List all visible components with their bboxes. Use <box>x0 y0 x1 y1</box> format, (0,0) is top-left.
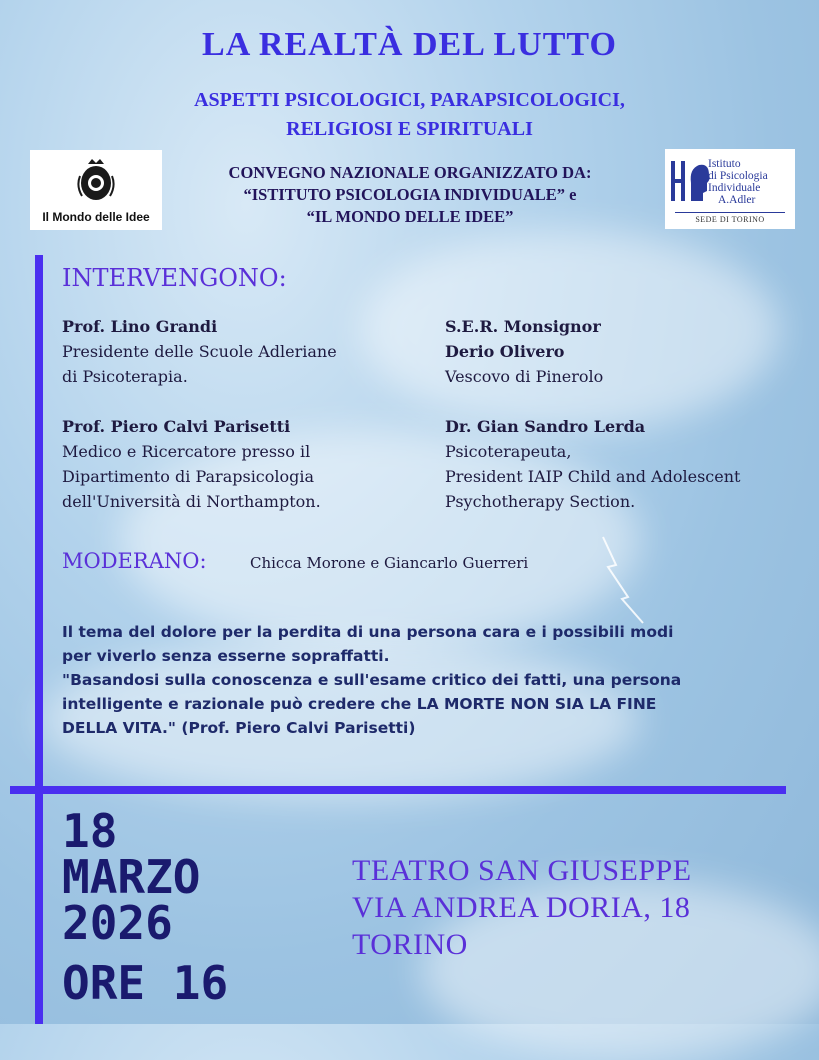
speaker-entry <box>62 414 321 514</box>
logo-text: Il Mondo delle Idee <box>42 210 150 224</box>
event-year: 2026 <box>62 896 173 950</box>
speaker-role: Dipartimento di Parapsicologia <box>62 467 315 486</box>
speakers-heading: INTERVENGONO: <box>62 264 287 292</box>
subtitle-line: ASPETTI PSICOLOGICI, PARAPSICOLOGICI, <box>194 89 625 111</box>
speaker-role: Psychotherapy Section. <box>445 492 636 511</box>
event-day: 18 <box>62 804 118 858</box>
speaker-name: Prof. Lino Grandi <box>62 317 218 336</box>
event-month: MARZO <box>62 850 201 904</box>
institute-name <box>708 158 794 206</box>
speaker-entry <box>445 414 740 514</box>
speaker-name: Derio Olivero <box>445 342 565 361</box>
event-time: ORE 16 <box>62 956 229 1010</box>
speaker-role: President IAIP Child and Adolescent <box>445 467 741 486</box>
speaker-role: dell'Università di Northampton. <box>62 492 321 511</box>
speaker-name: Dr. Gian Sandro Lerda <box>445 417 646 436</box>
organizer-line: “ISTITUTO PSICOLOGIA INDIVIDUALE” e <box>243 185 577 204</box>
institute-name-line: Individuale <box>708 182 761 194</box>
venue-address: VIA ANDREA DORIA, 18 <box>352 891 691 924</box>
theme-paragraph <box>62 620 802 740</box>
page-title: LA REALTÀ DEL LUTTO <box>202 26 617 63</box>
divider <box>675 212 785 213</box>
il-mondo-delle-idee-logo <box>30 150 162 230</box>
theme-line: per viverlo senza esserne sopraffatti. <box>62 647 390 665</box>
head-silhouette-icon <box>669 157 713 209</box>
moderators-names: Chicca Morone e Giancarlo Guerreri <box>250 554 529 572</box>
organizer-line: “IL MONDO DELLE IDEE” <box>306 207 514 226</box>
venue-name: TEATRO SAN GIUSEPPE <box>352 854 692 887</box>
speaker-role: Vescovo di Pinerolo <box>445 367 604 386</box>
istituto-adler-logo <box>665 149 795 229</box>
theme-line: intelligente e razionale può credere che LA MORTE NON SIA LA FINE <box>62 695 657 713</box>
sede-label: SEDE DI TORINO <box>695 215 765 224</box>
vertical-accent-bar <box>35 255 43 1024</box>
crest-icon <box>76 156 116 206</box>
speaker-name: Prof. Piero Calvi Parisetti <box>62 417 291 436</box>
lightning-bolt-graphic <box>598 535 648 625</box>
theme-line: "Basandosi sulla conoscenza e sull'esame critico dei fatti, una persona <box>62 671 682 689</box>
theme-line: DELLA VITA." (Prof. Piero Calvi Parisetti) <box>62 719 416 737</box>
speaker-role: Medico e Ricercatore presso il <box>62 442 311 461</box>
speaker-role: di Psicoterapia. <box>62 367 188 386</box>
organizer-block <box>170 162 650 228</box>
speaker-entry <box>62 314 337 389</box>
speaker-entry <box>445 314 603 389</box>
horizontal-accent-bar <box>10 786 786 794</box>
speaker-name: S.E.R. Monsignor <box>445 317 601 336</box>
organizer-line: CONVEGNO NAZIONALE ORGANIZZATO DA: <box>228 163 592 182</box>
subtitle <box>0 86 819 144</box>
speaker-role: Presidente delle Scuole Adleriane <box>62 342 337 361</box>
institute-name-line: di Psicologia <box>708 170 768 182</box>
subtitle-line: RELIGIOSI E SPIRITUALI <box>286 118 533 140</box>
moderators-heading: MODERANO: <box>62 549 207 573</box>
theme-line: Il tema del dolore per la perdita di una persona cara e i possibili modi <box>62 623 674 641</box>
venue-block <box>352 852 692 963</box>
institute-name-line: Istituto <box>708 158 741 170</box>
speaker-role: Psicoterapeuta, <box>445 442 572 461</box>
institute-name-line: A.Adler <box>718 194 756 206</box>
venue-city: TORINO <box>352 928 468 961</box>
